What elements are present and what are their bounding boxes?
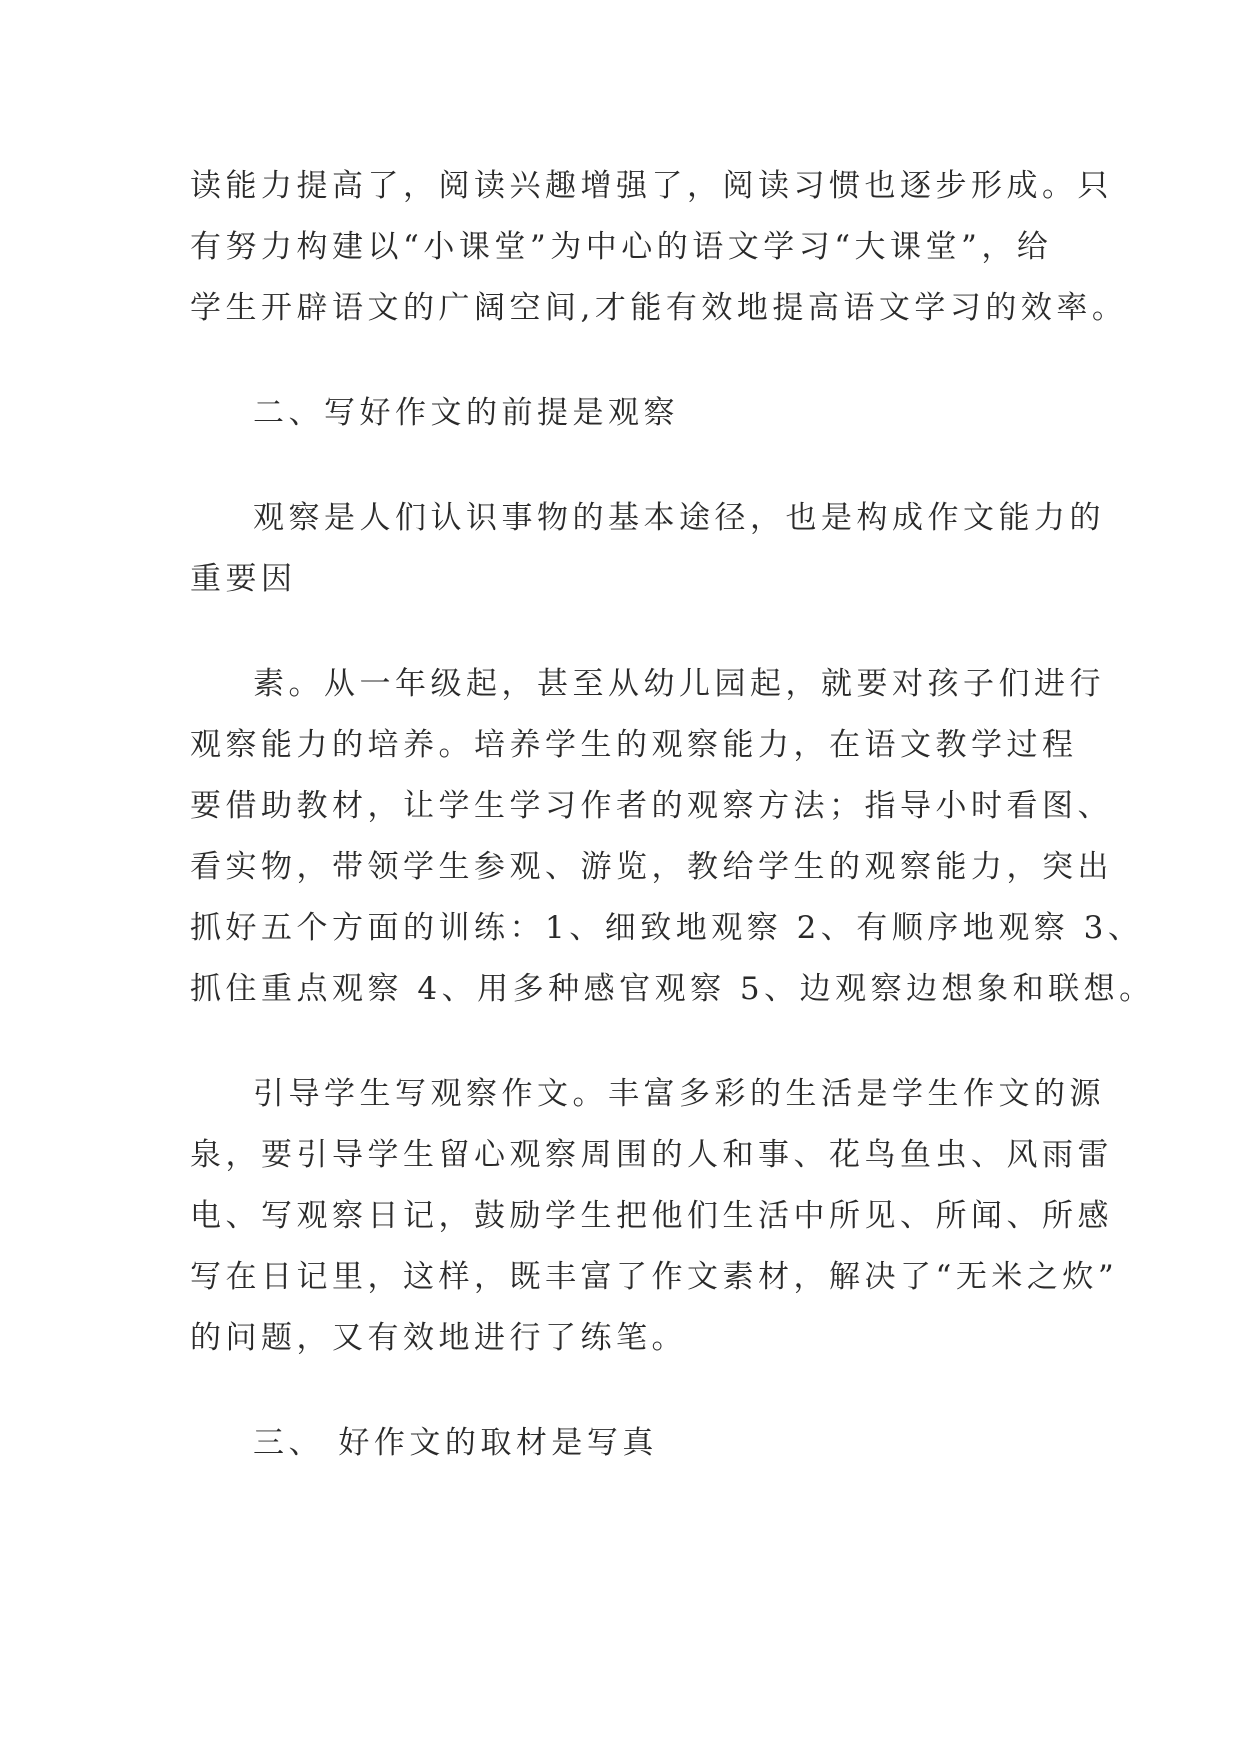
paragraph-line: 读能力提高了，阅读兴趣增强了，阅读习惯也逐步形成。只 bbox=[190, 168, 1113, 204]
paragraph-line: 引导学生写观察作文。丰富多彩的生活是学生作文的源 bbox=[253, 1076, 1105, 1112]
paragraph-line: 素。从一年级起，甚至从幼儿园起，就要对孩子们进行 bbox=[253, 666, 1105, 702]
paragraph-line: 抓住重点观察 4、用多种感官观察 5、边观察边想象和联想。 bbox=[190, 971, 1155, 1007]
paragraph-line: 观察是人们认识事物的基本途径，也是构成作文能力的 bbox=[253, 500, 1105, 536]
paragraph-line: 看实物，带领学生参观、游览，教给学生的观察能力，突出 bbox=[190, 849, 1113, 885]
paragraph-line: 电、写观察日记，鼓励学生把他们生活中所见、所闻、所感 bbox=[190, 1198, 1113, 1234]
paragraph-line: 学生开辟语文的广阔空间,才能有效地提高语文学习的效率。 bbox=[190, 290, 1128, 326]
paragraph-line: 重要因 bbox=[190, 561, 297, 597]
paragraph-line: 观察能力的培养。培养学生的观察能力，在语文教学过程 bbox=[190, 727, 1078, 763]
section-heading: 三、 好作文的取材是写真 bbox=[253, 1425, 658, 1461]
paragraph-line: 有努力构建以“小课堂”为中心的语文学习“大课堂”，给 bbox=[190, 229, 1053, 265]
paragraph-line: 的问题，又有效地进行了练笔。 bbox=[190, 1320, 687, 1356]
paragraph-line: 抓好五个方面的训练：1、细致地观察 2、有顺序地观察 3、 bbox=[190, 910, 1144, 946]
paragraph-line: 泉，要引导学生留心观察周围的人和事、花鸟鱼虫、风雨雷 bbox=[190, 1137, 1113, 1173]
section-heading: 二、写好作文的前提是观察 bbox=[253, 395, 679, 431]
paragraph-line: 要借助教材，让学生学习作者的观察方法；指导小时看图、 bbox=[190, 788, 1113, 824]
paragraph-line: 写在日记里，这样，既丰富了作文素材，解决了“无米之炊” bbox=[190, 1259, 1119, 1295]
